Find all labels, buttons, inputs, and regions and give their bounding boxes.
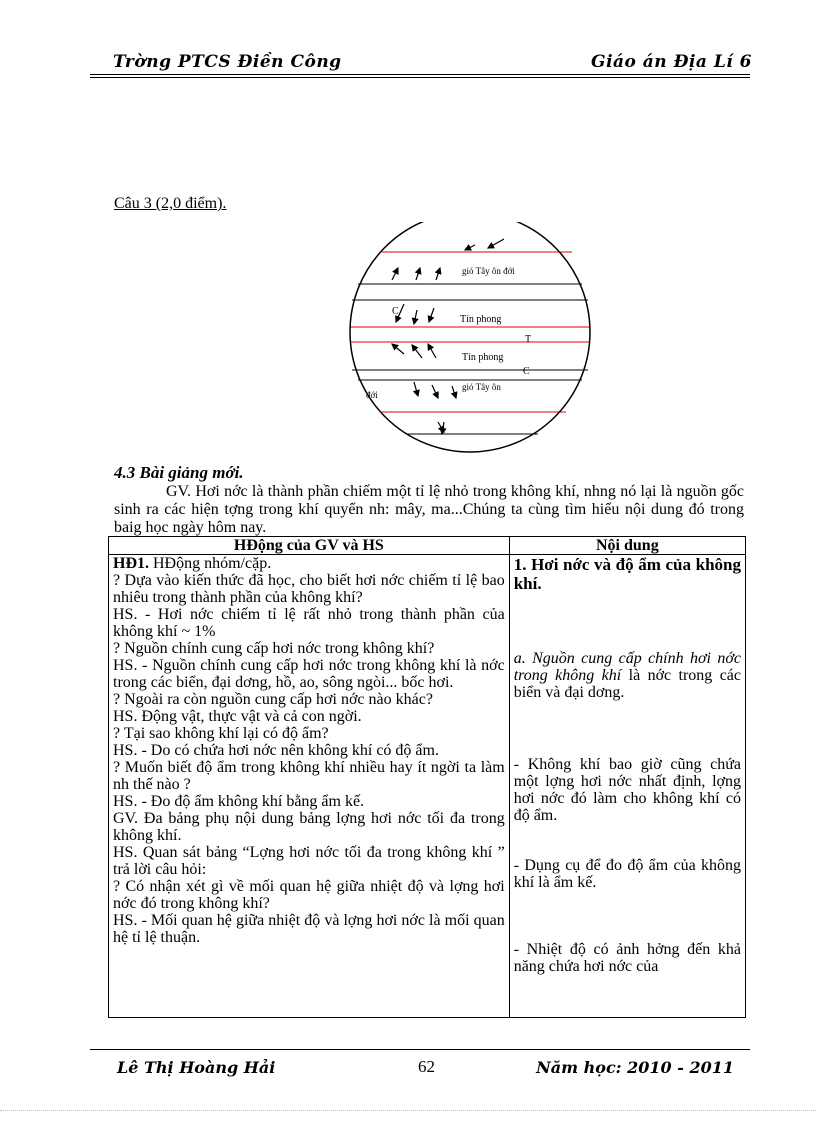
activity-line: ? Dựa vào kiến thức đã học, cho biết hơi nớc chiếm tỉ lệ bao nhiêu trong thành phần của không khí? xyxy=(113,572,505,606)
activity-line: ? Có nhận xét gì về mối quan hệ giữa nhiệt độ và lợng hơi nớc đó trong không khí? xyxy=(113,878,505,912)
label-westerly-bottom-a: gió Tây ôn xyxy=(462,382,501,392)
page-number: 62 xyxy=(418,1057,435,1076)
footer-author: Lê Thị Hoàng Hải xyxy=(117,1058,276,1077)
header-rule-double xyxy=(90,77,750,78)
footer-year: Năm học: 2010 - 2011 xyxy=(536,1058,734,1077)
label-westerly-bottom-b: đới xyxy=(366,390,378,400)
activities-cell xyxy=(109,555,510,1018)
activity-line: ? Tại sao không khí lại có độ ẩm? xyxy=(113,725,329,742)
label-westerly-top: gió Tây ôn đới xyxy=(462,266,515,276)
wind-belt-diagram xyxy=(340,222,600,462)
activity-line: HS. - Nguồn chính cung cấp hơi nớc trong không khí là nớc trong các biển, đại dơng, hồ, ao, sông ngòi... bốc hơi. xyxy=(113,657,505,691)
footer-rule xyxy=(90,1049,750,1050)
content-cell xyxy=(509,555,745,1018)
header-content: Nội dung xyxy=(509,537,745,555)
content-a: a. Nguồn cung cấp chính hơi nớc trong không khí là nớc trong các biển và đại dơng. xyxy=(513,650,742,701)
label-t: T xyxy=(525,334,532,345)
activity-line: GV. Đa bảng phụ nội dung bảng lợng hơi nớc tối đa trong không khí. xyxy=(113,810,505,844)
content-b1: - Không khí bao giờ cũng chứa một lợng hơi nớc nhất định, lợng hơi nớc đó làm cho không khí có độ ẩm. xyxy=(513,756,741,824)
lesson-table xyxy=(108,536,746,1018)
activity-line: HS. Quan sát bảng “Lợng hơi nớc tối đa trong không khí ” trả lời câu hỏi: xyxy=(113,844,505,878)
label-c-bottom: C xyxy=(523,366,530,377)
activity-line: HS. - Do có chứa hơi nớc nên không khí có độ ẩm. xyxy=(113,742,439,759)
activity-line: ? Muốn biết độ ẩm trong không khí nhiều hay ít ngời ta làm nh thế nào ? xyxy=(113,759,505,793)
activity-line: ? Nguồn chính cung cấp hơi nớc trong không khí? xyxy=(113,640,435,657)
content-b2: - Dụng cụ để đo độ ẩm của không khí là ẩm kế. xyxy=(513,857,741,891)
content-heading: 1. Hơi nớc và độ ẩm của không khí. xyxy=(513,555,741,593)
label-c-top: C xyxy=(392,306,399,317)
header-subject: Giáo án Địa Lí 6 xyxy=(591,52,752,72)
header-activities: HĐộng của GV và HS xyxy=(109,537,510,555)
header-school: Trờng PTCS Điền Công xyxy=(113,52,342,72)
activity-line: HS. - Hơi nớc chiếm tỉ lệ rất nhỏ trong thành phần của không khí ~ 1% xyxy=(113,606,505,640)
label-trade-top: Tín phong xyxy=(460,314,502,325)
section-intro xyxy=(114,483,744,537)
content-b3: - Nhiệt độ có ảnh hởng đến khả năng chứa hơi nớc của xyxy=(513,941,741,975)
earth-circle xyxy=(350,222,590,452)
activity-line: HS. - Đo độ ẩm không khí bằng ẩm kế. xyxy=(113,793,365,810)
activity-line: HS. - Mối quan hệ giữa nhiệt độ và lợng hơi nớc là mối quan hệ tỉ lệ thuận. xyxy=(113,912,505,946)
label-trade-bottom: Tín phong xyxy=(462,352,504,363)
page-edge xyxy=(0,1110,816,1111)
activity-heading: HĐ1. HĐộng nhóm/cặp. xyxy=(113,555,272,572)
intro-text: GV. Hơi nớc là thành phần chiếm một tỉ lệ nhỏ trong không khí, nhng nó lại là nguồn gốc sinh ra các hiện tợng trong khí quyển nh: mây, ma...Chúng ta cùng tìm hiểu nội dung đó trong baig học ngày hôm nay. xyxy=(114,483,744,536)
section-title: 4.3 Bài giảng mới. xyxy=(114,463,244,482)
question-title: Câu 3 (2,0 điểm). xyxy=(114,195,227,212)
activity-line: ? Ngoài ra còn nguồn cung cấp hơi nớc nào khác? xyxy=(113,691,433,708)
header-rule xyxy=(90,74,750,75)
activity-line: HS. Động vật, thực vật và cả con ngời. xyxy=(113,708,362,725)
